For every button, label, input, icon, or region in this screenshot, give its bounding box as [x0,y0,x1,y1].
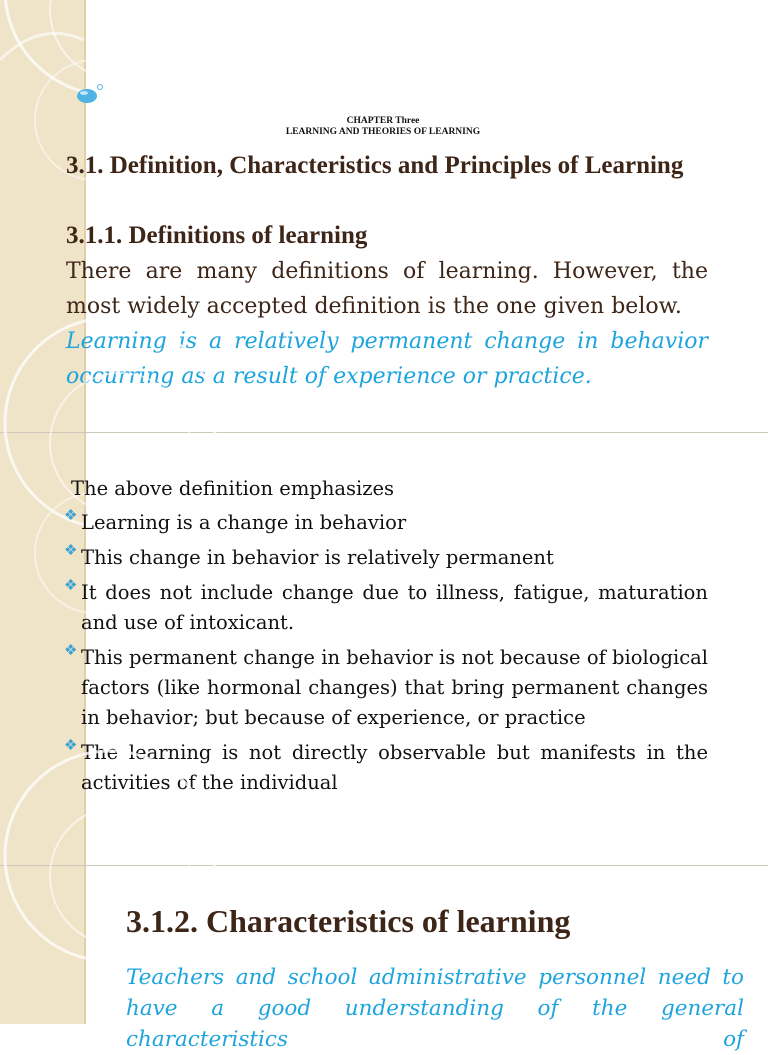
list-item [64,643,708,733]
subsection-heading: 3.1.1. Definitions of learning [66,222,368,249]
diamond-bullet-icon: ❖ [64,736,78,754]
list-item [64,578,708,638]
bullet-text: This permanent change in behavior is not because of biological factors (like hormonal changes) that bring permanent changes in behavior; but because of experience, or practice [81,646,708,729]
swirl-ornament-icon [0,866,84,1024]
list-item [64,508,708,538]
list-item [64,738,708,798]
diamond-bullet-icon: ❖ [64,641,78,659]
definitions-paragraph: There are many definitions of learning. However, the most widely accepted definition is the one given below. [66,259,708,319]
bullet-text: Learning is a change in behavior [81,511,407,534]
slide-definitions [0,0,768,432]
bullet-text: This change in behavior is relatively permanent [81,546,554,569]
chapter-number: CHAPTER Three [346,116,420,126]
bullet-text: It does not include change due to illness, fatigue, maturation and use of intoxicant. [81,581,708,634]
slide-characteristics [0,866,768,1052]
diamond-bullet-icon: ❖ [64,576,78,594]
blue-bubble-icon [76,82,106,104]
decorative-side-strip [0,866,86,1024]
emphasis-intro: The above definition emphasizes [71,477,395,500]
diamond-bullet-icon: ❖ [64,541,78,559]
bullet-text: The learning is not directly observable but manifests in the activities of the individual [81,741,708,794]
chapter-name: LEARNING AND THEORIES OF LEARNING [285,127,481,137]
characteristics-heading: 3.1.2. Characteristics of learning [126,903,571,939]
list-item [64,543,708,573]
chapter-title [200,116,566,138]
slide-definition-emphasis [0,433,768,865]
learning-definition: Learning is a relatively permanent change in behavior occurring as a result of experience or practice. [66,329,708,389]
emphasis-bullet-list [64,508,708,803]
diamond-bullet-icon: ❖ [64,506,78,524]
characteristics-intro: Teachers and school administrative personnel need to have a good understanding of the general characteristics of [126,965,744,1052]
section-heading: 3.1. Definition, Characteristics and Principles of Learning [66,152,684,179]
